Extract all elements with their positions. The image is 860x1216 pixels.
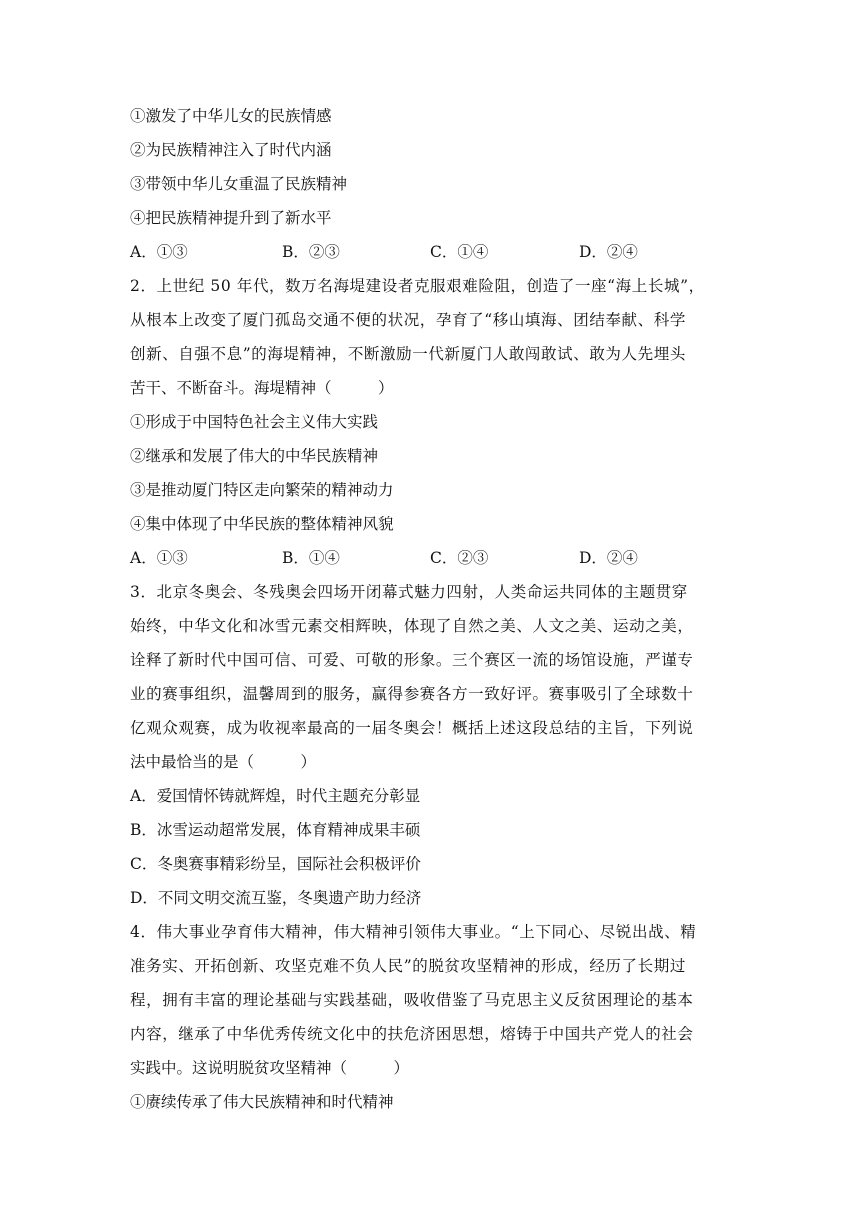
q1-option-b: B．②③	[282, 243, 340, 261]
q1-item-3: ③带领中华儿女重温了民族精神	[130, 175, 348, 193]
q1-option-d: D．②④	[579, 243, 638, 261]
q3-stem-line-6: 法中最恰当的是（ ）	[130, 753, 317, 771]
q3-option-d: D．不同文明交流互鉴，冬奥遗产助力经济	[130, 889, 422, 907]
q2-option-c: C．②③	[430, 549, 489, 567]
q2-item-3: ③是推动厦门特区走向繁荣的精神动力	[130, 481, 394, 499]
q4-stem-line-3: 程，拥有丰富的理论基础与实践基础，吸收借鉴了马克思主义反贫困理论的基本	[130, 991, 694, 1009]
q2-stem-line-2: 从根本上改变了厦门孤岛交通不便的状况，孕育了“移山填海、团结奉献、科学	[130, 311, 686, 329]
q4-stem-line-5: 实践中。这说明脱贫攻坚精神（ ）	[130, 1059, 410, 1077]
q2-option-b: B．①④	[282, 549, 340, 567]
q2-item-1: ①形成于中国特色社会主义伟大实践	[130, 413, 379, 431]
q1-item-1: ①激发了中华儿女的民族情感	[130, 107, 332, 125]
q3-option-c: C．冬奥赛事精彩纷呈，国际社会积极评价	[130, 855, 421, 873]
q1-item-4: ④把民族精神提升到了新水平	[130, 209, 332, 227]
q2-stem-line-1: 2．上世纪 50 年代，数万名海堤建设者克服艰难险阻，创造了一座“海上长城”，	[130, 277, 705, 295]
q4-item-1: ①赓续传承了伟大民族精神和时代精神	[130, 1093, 394, 1111]
q2-stem-line-3: 创新、自强不息”的海堤精神，不断激励一代新厦门人敢闯敢试、敢为人先埋头	[130, 345, 686, 363]
q3-stem-line-3: 诠释了新时代中国可信、可爱、可敬的形象。三个赛区一流的场馆设施，严谨专	[130, 651, 694, 669]
q2-option-d: D．②④	[579, 549, 638, 567]
q3-stem-line-1: 3．北京冬奥会、冬残奥会四场开闭幕式魅力四射，人类命运共同体的主题贯穿	[130, 583, 688, 601]
q4-stem-line-1: 4．伟大事业孕育伟大精神，伟大精神引领伟大事业。“上下同心、尽锐出战、精	[130, 923, 697, 941]
q2-item-4: ④集中体现了中华民族的整体精神风貌	[130, 515, 394, 533]
q1-option-c: C．①④	[430, 243, 489, 261]
q3-option-b: B．冰雪运动超常发展，体育精神成果丰硕	[130, 821, 421, 839]
q3-stem-line-5: 亿观众观赛，成为收视率最高的一届冬奥会！概括上述这段总结的主旨，下列说	[130, 719, 694, 737]
q2-stem-line-4: 苦干、不断奋斗。海堤精神（ ）	[130, 379, 394, 397]
q3-option-a: A．爱国情怀铸就辉煌，时代主题充分彰显	[130, 787, 421, 805]
q3-stem-line-4: 业的赛事组织，温馨周到的服务，赢得参赛各方一致好评。赛事吸引了全球数十	[130, 685, 694, 703]
q4-stem-line-2: 准务实、开拓创新、攻坚克难不负人民”的脱贫攻坚精神的形成，经历了长期过	[130, 957, 686, 975]
q1-option-a: A．①③	[130, 243, 188, 261]
q2-options	[130, 548, 730, 568]
q1-options	[130, 242, 730, 262]
q2-item-2: ②继承和发展了伟大的中华民族精神	[130, 447, 379, 465]
q2-option-a: A．①③	[130, 549, 188, 567]
q3-stem-line-2: 始终，中华文化和冰雪元素交相辉映，体现了自然之美、人文之美、运动之美，	[130, 617, 694, 635]
q1-item-2: ②为民族精神注入了时代内涵	[130, 141, 332, 159]
q4-stem-line-4: 内容，继承了中华优秀传统文化中的扶危济困思想，熔铸于中国共产党人的社会	[130, 1025, 694, 1043]
